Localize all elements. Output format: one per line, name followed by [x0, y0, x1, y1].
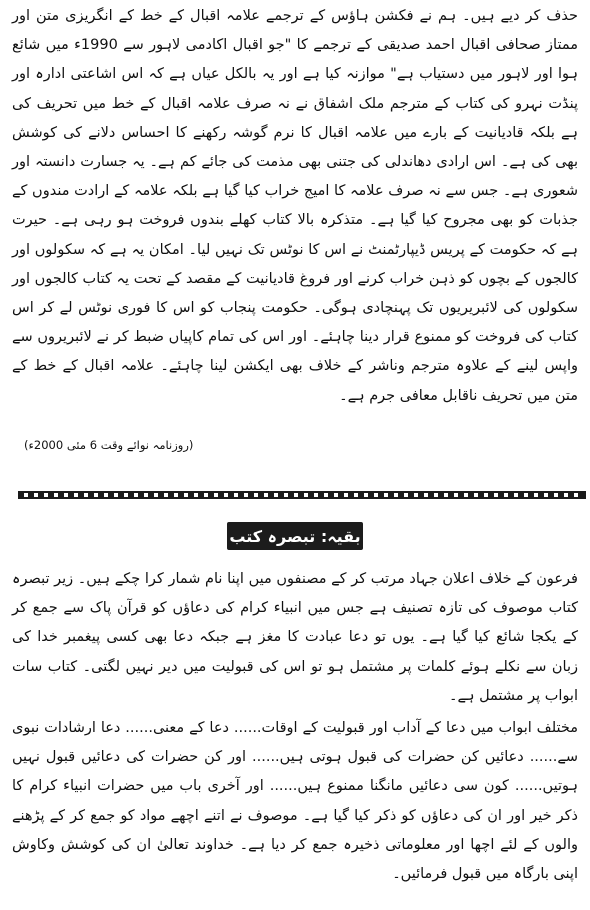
- section-heading: بقیہ: تبصرہ کتب: [229, 526, 361, 546]
- review-paragraph: مختلف ابواب میں دعا کے آداب اور قبولیت کے اوقات...... دعا کے معنی...... دعا ارشادات نبوی سے...... دعائیں کن حضرات کی قبول ہوتی ہیں...... اور کن حضرات کی دعائیں قبول نہیں ہوتیں...... کون سی دعائیں مانگنا ممنوع ہیں...... اور آخری باب میں حضرات انبیاء کرام کا ذکر خیر اور ان کی دعاؤں کو ذکر کیا گیا ہے۔ موصوف نے اتنے اچھے مواد کو جمع کر کے پڑھنے والوں کے لئے اچھا اور معلوماتی ذخیرہ جمع کر دیا ہے۔ خداوند تعالیٰ ان کی کوشش وکاوش اپنی بارگاہ میں قبول فرمائیں۔: [12, 720, 578, 883]
- review-paragraph: فرعون کے خلاف اعلان جہاد مرتب کر کے مصنفوں میں اپنا نام شمار کرا چکے ہیں۔ زیر تبصرہ کتاب موصوف کی تازہ تصنیف ہے جس میں انبیاء کرام کی دعاؤں کو قرآن پاک سے جمع کر کے یکجا شائع کیا گیا ہے۔ یوں تو دعا عبادت کا مغز ہے جبکہ دعا بھی کسی پیغمبر خدا کی زبان سے نکلے ہوئے کلمات پر مشتمل ہو تو اس کی قبولیت میں دیر نہیں لگتی۔ کتاب سات ابواب پر مشتمل ہے۔: [12, 571, 578, 704]
- section-divider: [18, 488, 586, 502]
- source-citation: (روزنامہ نوائے وقت 6 مئی 2000ء): [24, 438, 194, 452]
- article-body-paragraph: حذف کر دیے ہیں۔ ہم نے فکشن ہاؤس کے ترجمے علامہ اقبال کے خط کے انگریزی متن اور ممتاز صحافی اقبال احمد صدیقی کے ترجمے کا "جو اقبال اکادمی لاہور سے 1990ء میں شائع ہوا اور لاہور میں دستیاب ہے" موازنہ کیا ہے اور یہ بالکل عیاں ہے کہ اس اشاعتی ادارہ اور پنڈت نہرو کی کتاب کے مترجم ملک اشفاق نے نہ صرف علامہ اقبال کے خط میں تحریف کی ہے بلکہ قادیانیت کے بارے میں علامہ اقبال کا نرم گوشہ رکھنے کا احساس دلانے کی کوشش بھی کی ہے۔ اس ارادی دھاندلی کی جتنی بھی مذمت کی جائے کم ہے۔ یہ جسارت دانستہ اور شعوری ہے۔ جس سے نہ صرف علامہ کا امیج خراب کیا گیا ہے بلکہ علامہ کے ارادت مندوں کے جذبات کو بھی مجروح کیا گیا ہے۔ متذکرہ بالا کتاب کھلے بندوں فروخت ہو رہی ہے۔ حیرت ہے کہ حکومت کے پریس ڈیپارٹمنٹ نے اس کا نوٹس تک نہیں لیا۔ امکان یہ ہے کہ سکولوں اور کالجوں کے بچوں کو ذہن خراب کرنے اور فروغ قادیانیت کے مقصد کے تحت یہ کتاب کالجوں اور سکولوں کی لائبریریوں تک پہنچادی ہوگی۔ حکومت پنجاب کو اس کا فوری نوٹس لے کر اس کتاب کی فروخت کو ممنوع قرار دینا چاہئے۔ اور اس کی تمام کاپیاں ضبط کر نے لائبریروں سے واپس لینے کے علاوہ مترجم وناشر کے خلاف بھی ایکشن لینا چاہئے۔ علامہ اقبال کے خط کے متن میں تحریف ناقابل معافی جرم ہے۔: [12, 8, 578, 404]
- section-heading-box: [227, 522, 363, 550]
